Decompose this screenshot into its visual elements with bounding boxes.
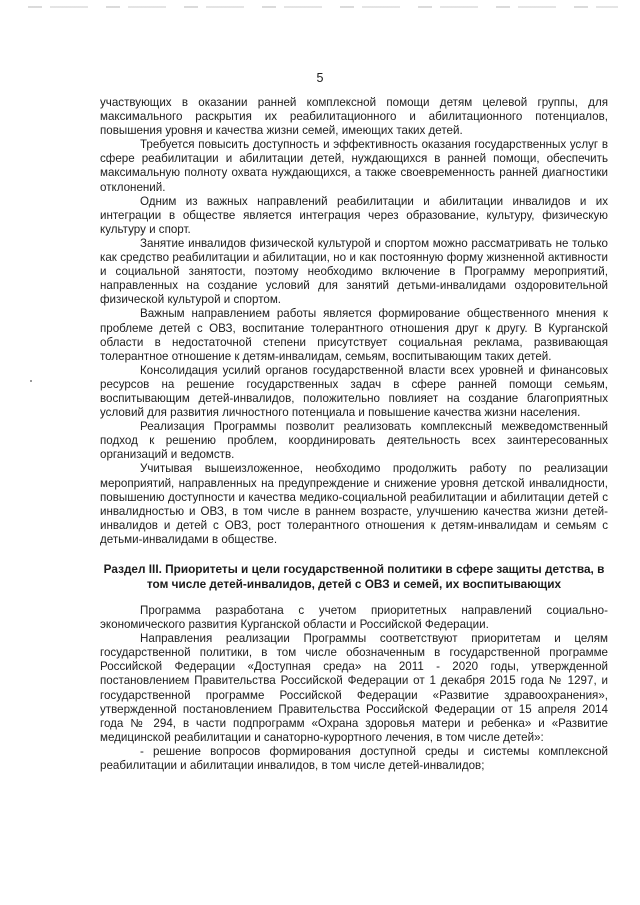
paragraph-continued: участвующих в оказании ранней комплексной помощи детям целевой группы, для максимального раскрытия их реабилитационного и абилитационного потенциалов, повышения уровня и качества жизни семей, имеющих таких детей. — [100, 96, 608, 138]
paragraph-directions: Направления реализации Программы соответствуют приоритетам и целям государственной политики, в том числе обозначенным в государственной программе Российской Федерации «Доступная среда» на 2011 - 2020 годы, утвержденной постановлением Правительства Российской Федерации от 1 декабря 2015 года № 1297, и государственной программе Российской Федерации «Развитие здравоохранения», утвержденной постановлением Правительства Российской Федерации от 15 апреля 2014 года № 294, в части подпрограмм «Охрана здоровья матери и ребенка» и «Развитие медицинской реабилитации и санаторно-курортного лечения, в том числе детей»: — [100, 632, 608, 744]
document-body — [100, 96, 608, 773]
paragraph-accessibility: Требуется повысить доступность и эффективность оказания государственных услуг в сфере реабилитации и абилитации детей, нуждающихся в ранней помощи, обеспечить максимальную полноту охвата нуждающихся, а также своевременность ранней диагностики отклонений. — [100, 138, 608, 194]
paragraph-public-opinion: Важным направлением работы является формирование общественного мнения к проблеме детей с ОВЗ, воспитание толерантного отношения друг к другу. В Курганской области в недостаточной степени присутствует социальная реклама, развивающая толерантное отношение к детям-инвалидам, семьям, воспитывающим таких детей. — [100, 307, 608, 363]
paragraph-sport: Занятие инвалидов физической культурой и спортом можно рассматривать не только как средство реабилитации и абилитации, но и как постоянную форму жизненной активности и социальной занятости, поэтому необходимо включение в Программу мероприятий, направленных на создание условий для занятий детьми-инвалидами оздоровительной физической культурой и спортом. — [100, 236, 608, 307]
paragraph-conclusion: Учитывая вышеизложенное, необходимо продолжить работу по реализации мероприятий, направленных на предупреждение и снижение уровня детской инвалидности, повышению доступности и качества медико-социальной реабилитации и абилитации детей с инвалидностью и ОВЗ, в том числе в раннем возрасте, улучшению качества жизни детей-инвалидов и детей с ОВЗ, рост толерантного отношения к детям-инвалидам и семьям с детьми-инвалидами в обществе. — [100, 462, 608, 546]
section-heading: Раздел III. Приоритеты и цели государственной политики в сфере защиты детства, в том числе детей-инвалидов, детей с ОВЗ и семей, их воспитывающих — [103, 562, 605, 591]
scan-top-edge — [28, 6, 618, 8]
page-number: 5 — [316, 71, 324, 85]
paragraph-implementation: Реализация Программы позволит реализовать комплексный межведомственный подход к решению проблем, координировать деятельность всех заинтересованных организаций и ведомств. — [100, 420, 608, 462]
list-item-accessible-environment: - решение вопросов формирования доступной среды и системы комплексной реабилитации и абилитации инвалидов, в том числе детей-инвалидов; — [100, 744, 608, 773]
paragraph-integration: Одним из важных направлений реабилитации и абилитации инвалидов и их интеграции в обществе является интеграция через образование, культуру, физическую культуру и спорт. — [100, 194, 608, 236]
scan-speck — [30, 380, 32, 382]
paragraph-program-basis: Программа разработана с учетом приоритетных направлений социально-экономического развития Курганской области и Российской Федерации. — [100, 604, 608, 632]
paragraph-consolidation: Консолидация усилий органов государственной власти всех уровней и финансовых ресурсов на решение государственных задач в сфере ранней помощи семьям, воспитывающим детей-инвалидов, положительно повлияет на создание благоприятных условий для развития личностного потенциала и повышение качества жизни населения. — [100, 363, 608, 420]
